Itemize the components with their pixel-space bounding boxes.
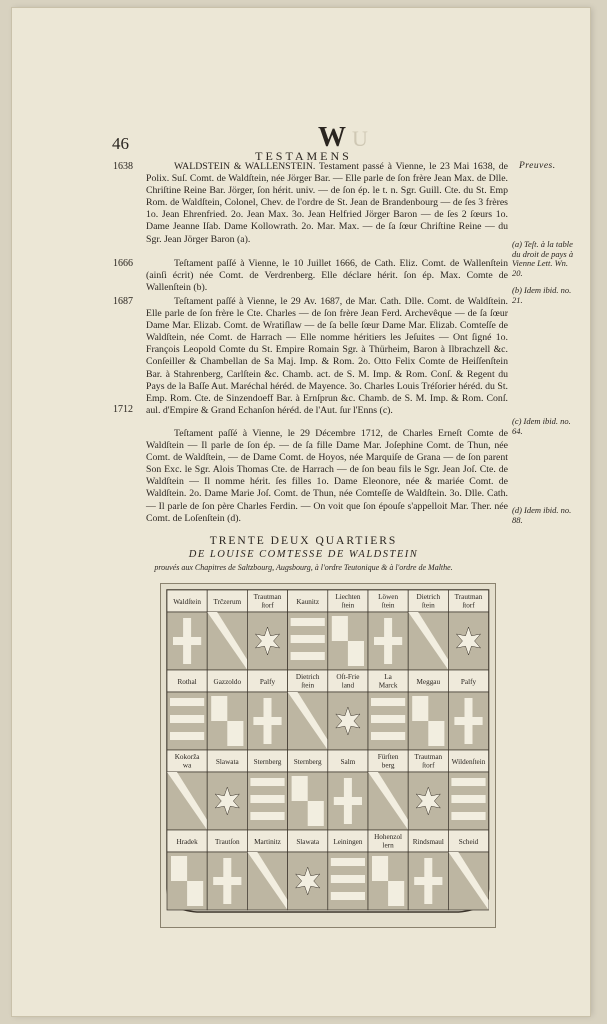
quarter-cell [448, 590, 488, 670]
quarter-cell [368, 670, 408, 750]
quarter-cell [167, 670, 207, 750]
svg-text:Trčzerum: Trčzerum [213, 598, 242, 606]
quarter-cell [448, 830, 488, 910]
entry-paragraph: Teſtament paſſé à Vienne, le 29 Av. 1687, de Mar. Cath. Dlle. Comt. de Waldſtein. Elle parle de ſon frère le Cte. Charles — de ſon frère Jean Ferd. Archevêque — de ſa ſœur Dame Mar. Elizab. Comt. de Wratiſlaw — de ſa belle ſœur Dame Mar. Elizab. Comteſſe de Waldſtein, née Comt. de Harrach — Elle nomme héritiers les Jeſuites — Ont ſigné 1o. François Leopold Comte du St. Empire Romain Sgr. à Thürheim, Baron à Ilbrachzell &c. Conſeiller & Chambellan de Sa Maj. Imp. & Rom. 2o. Otto Felix Comte de Heiſſenſtein Bar. à Stahrenberg, Carlſtein &c. Chamb. act. de S. M. Imp. & Rom. Conſ. & Regent du Pays de la Baſſe Aut. Maréchal héréd. de Mayence. 3o. Charles Louis Tréſorier héréd. du St. Emp. Rom. Cte. de Sinzendoeff Bar. à Ernſprun &c. Chamb. de S. M. Imp. & Rom. Conſ. aul. d'Empire & Grand Echanſon héréd. de l'Aut. ſur l'Enns (c). [146, 296, 508, 416]
svg-text:berg: berg [381, 761, 395, 770]
footnote: (b) Idem ibid. no. 21. [512, 285, 572, 305]
svg-text:Scheid: Scheid [458, 838, 479, 846]
side-heading: Preuves. [519, 161, 556, 171]
entry-year: 1638 [113, 161, 133, 172]
quarters-note: prouvés aux Chapitres de Saltzbourg, Augsbourg, à l'ordre Teutonique & à l'ordre de Malthe. [154, 563, 453, 572]
quarter-cell [448, 750, 488, 830]
quarter-cell [288, 750, 328, 830]
quarter-cell [288, 830, 328, 910]
entry-text [146, 161, 508, 246]
quarter-cell [207, 750, 247, 830]
entry-paragraph: Teſtament paſſé à Vienne, le 29 Décembre 1712, de Charles Erneſt Comte de Waldſtein — Il parle de ſon ép. — de ſa fille Dame Mar. Joſephine Comt. de Thun, née Comt. de Waldſtein, — de Dame Comt. de Hoyos, née Marquiſe de Grana — de ſon parent Son Exc. le Sgr. Alois Thomas Cte. de Harrach — de ſon beau fils le Sgr. Jean Joſ. Cte. de Waldſtein — Il nomme hérit. ſes filles 1o. Dame Eleonore, née & mariée Comt. de Waldſtein. 2o. Dame Marie Joſ. Comt. de Thun, née Comteſſe de Waldſtein. 3o. Dlle. Cath. — Il parle de ſon père Charles Ferdin. — On voit que ſon épouſe s'appelloit Mar. Ther. née Comt. de Loſenſtein (d). [146, 428, 508, 524]
coat-of-arms-shield [161, 584, 495, 927]
quarter-cell [247, 750, 287, 830]
entry-year: 1712 [113, 404, 133, 415]
svg-text:Fürſten: Fürſten [377, 753, 399, 761]
svg-text:land: land [341, 681, 355, 690]
quarter-cell [408, 750, 448, 830]
svg-text:La: La [384, 673, 392, 681]
svg-text:wa: wa [182, 761, 192, 770]
svg-text:ſtorf: ſtorf [422, 761, 435, 770]
quarter-cell [247, 590, 287, 670]
entry-text [146, 258, 508, 294]
svg-text:Rothal: Rothal [177, 678, 197, 686]
section-title: TESTAMENS [255, 149, 352, 163]
quarter-cell [448, 670, 488, 750]
quarter-cell [247, 670, 287, 750]
svg-text:Leiningen: Leiningen [333, 838, 363, 846]
quarter-cell [328, 750, 368, 830]
svg-text:Trautman: Trautman [253, 593, 282, 601]
svg-text:Kokorža: Kokorža [174, 753, 200, 761]
svg-text:Salm: Salm [340, 758, 356, 766]
quarter-cell [207, 670, 247, 750]
quarter-cell [167, 590, 207, 670]
svg-text:Palfy: Palfy [460, 678, 477, 686]
svg-text:Hohenzol: Hohenzol [374, 833, 403, 841]
quarter-cell [328, 590, 368, 670]
svg-text:Rindsmaul: Rindsmaul [412, 838, 444, 846]
svg-text:Hradek: Hradek [176, 838, 198, 846]
svg-text:Löwen: Löwen [378, 593, 399, 601]
running-letter: W [318, 122, 347, 153]
entry-paragraph: WALDSTEIN & WALLENSTEIN. Testament passé à Vienne, le 23 Mai 1638, de Polix. Suſ. Comt. de Waldſtein, née Jörger Bar. — Elle parle de ſon frère Jean Max. de Dlle. Chriſtine Reine Bar. Jörger, ſon hérit. univ. — de ſon ép. le t. n. Sgr. Guill. Cte. du St. Emp Rom. de Waldſtein, Colonel, Chev. de l'ordre de St. Jean de Brandenbourg — de ſes 3 frères 1o. Jean Ehrenfried. 2o. Jean Max. 3o. Jean Helfried Jörger Baron — de ſes 2 ſœurs 1o. Dame Jeanne Iſab. Dame Kollowrath. 2o. Mar. Max. — de ſa ſœur Chriſtine Reine — du Sgr. Jean Jörger Baron (a). [146, 161, 508, 245]
quarter-cell [288, 590, 328, 670]
entry-year: 1687 [113, 296, 133, 307]
quarter-cell [408, 670, 448, 750]
svg-text:ſtein: ſtein [341, 601, 355, 610]
svg-text:Marck: Marck [378, 681, 398, 690]
svg-text:ſtorf: ſtorf [462, 601, 475, 610]
svg-text:Kaunitz: Kaunitz [296, 598, 320, 606]
quarters-subtitle: DE LOUISE COMTESSE DE WALDSTEIN [188, 549, 419, 560]
quarter-cell [167, 750, 207, 830]
svg-text:Dietrich: Dietrich [295, 673, 320, 681]
quarter-cell [368, 830, 408, 910]
quarter-cell [247, 830, 287, 910]
quarter-cell [207, 590, 247, 670]
svg-text:Trautman: Trautman [454, 593, 483, 601]
running-letter-ghost: U [352, 126, 368, 151]
page-number: 46 [112, 134, 129, 153]
svg-text:Meggau: Meggau [416, 678, 441, 686]
svg-text:Gazzoldo: Gazzoldo [213, 678, 242, 686]
quarter-cell [288, 670, 328, 750]
svg-text:lern: lern [382, 841, 394, 850]
footnote: (d) Idem ibid. no. 88. [512, 505, 572, 525]
svg-text:Oſt-Frie: Oſt-Frie [336, 673, 360, 681]
footnote: (c) Idem ibid. no. 64. [512, 416, 571, 436]
svg-text:Palfy: Palfy [259, 678, 276, 686]
entry-text [146, 296, 508, 417]
svg-text:Trautſon: Trautſon [215, 838, 240, 846]
coat-of-arms-plate [160, 583, 496, 928]
svg-text:Trautman: Trautman [414, 753, 443, 761]
quarter-cell [368, 750, 408, 830]
svg-text:Liechten: Liechten [335, 593, 361, 601]
svg-text:ſtein: ſtein [421, 601, 435, 610]
entry-year: 1666 [113, 258, 133, 269]
entry-text [146, 428, 508, 525]
quarter-cell [368, 590, 408, 670]
quarter-cell [408, 830, 448, 910]
svg-text:ſtein: ſtein [381, 601, 395, 610]
svg-text:Dietrich: Dietrich [416, 593, 441, 601]
footnote: (a) Teſt. à la table du droit de pays à Vienne Lett. Wn. 20. [512, 239, 574, 278]
quarter-cell [328, 830, 368, 910]
quarter-cell [328, 670, 368, 750]
svg-text:ſtein: ſtein [301, 681, 315, 690]
svg-text:Waldſtein: Waldſtein [173, 598, 201, 606]
quarters-title: TRENTE DEUX QUARTIERS [209, 535, 398, 547]
svg-text:Sternberg: Sternberg [293, 758, 322, 766]
svg-text:Slawata: Slawata [215, 758, 239, 766]
svg-text:Sternberg: Sternberg [253, 758, 282, 766]
quarter-cell [207, 830, 247, 910]
svg-text:Martinitz: Martinitz [254, 838, 281, 846]
quarter-cell [167, 830, 207, 910]
svg-text:Wildenſtein: Wildenſtein [451, 758, 486, 766]
svg-text:Slawata: Slawata [296, 838, 320, 846]
quarter-cell [408, 590, 448, 670]
svg-text:ſtorf: ſtorf [261, 601, 274, 610]
entry-paragraph: Teſtament paſſé à Vienne, le 10 Juillet 1666, de Cath. Eliz. Comt. de Wallenſtein (ainſi écrit) née Comt. de Verdrenberg. Elle déclare hérit. ſon ép. Max. Comte de Wallenſtein (b). [146, 258, 508, 294]
